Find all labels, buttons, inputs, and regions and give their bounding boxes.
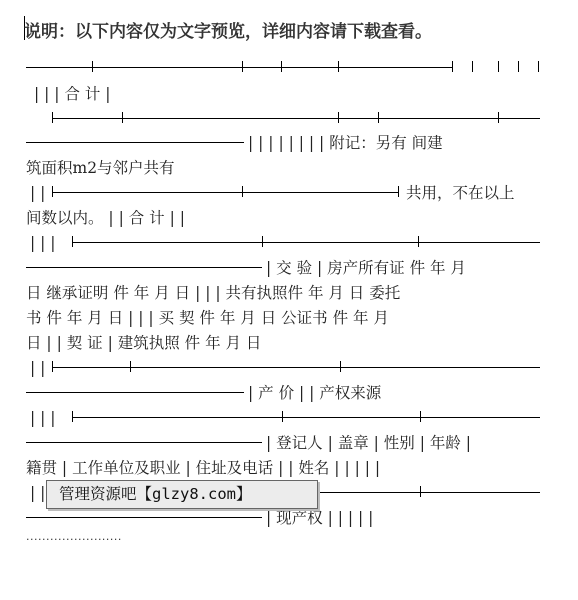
rule-line bbox=[26, 392, 244, 393]
table-text-line: | 交 验 | 房产所有证 件 年 月 bbox=[266, 259, 466, 277]
table-text-line: 间数以内。 | | 合 计 | | bbox=[26, 209, 185, 227]
rule-tick bbox=[340, 361, 341, 372]
rule-tick bbox=[338, 61, 339, 72]
table-text-line: | | | 合 计 | bbox=[34, 85, 111, 103]
rule-tick bbox=[420, 411, 421, 422]
rule-tick bbox=[498, 61, 499, 72]
rule-tick bbox=[262, 236, 263, 247]
rule-tick bbox=[130, 361, 131, 372]
table-text-line: | | | bbox=[30, 409, 56, 427]
table-text-line: | | bbox=[30, 359, 46, 377]
rule-line bbox=[320, 492, 540, 493]
table-text-line: 日 继承证明 件 年 月 日 | | | 共有执照件 年 月 日 委托 bbox=[26, 284, 401, 302]
rule-tick bbox=[538, 61, 539, 72]
rule-tick bbox=[452, 61, 453, 72]
rule-line bbox=[72, 417, 540, 418]
rule-tick bbox=[418, 236, 419, 247]
table-text-line: | | | | | | | | 附记：另有 间建 bbox=[248, 134, 443, 152]
rule-tick bbox=[420, 486, 421, 497]
rule-tick bbox=[398, 186, 399, 197]
table-text-line: | | bbox=[30, 184, 46, 202]
rule-line bbox=[52, 367, 540, 368]
rule-tick bbox=[282, 411, 283, 422]
rule-tick bbox=[52, 361, 53, 372]
rule-tick bbox=[242, 61, 243, 72]
table-text-line: | 产 价 | | 产权来源 bbox=[248, 384, 382, 402]
rule-line bbox=[52, 118, 540, 119]
rule-tick bbox=[242, 186, 243, 197]
rule-line bbox=[72, 242, 540, 243]
rule-tick bbox=[472, 61, 473, 72]
rule-tick bbox=[518, 61, 519, 72]
table-text-line: | 现产权 | | | | | bbox=[266, 509, 374, 527]
rule-tick bbox=[52, 112, 53, 123]
rule-line bbox=[26, 67, 452, 68]
table-text-line: 籍贯 | 工作单位及职业 | 住址及电话 | | 姓名 | | | | | bbox=[26, 459, 381, 477]
rule-tick bbox=[72, 411, 73, 422]
rule-tick bbox=[92, 61, 93, 72]
rule-tick bbox=[122, 112, 123, 123]
preview-notice: 说明：以下内容仅为文字预览，详细内容请下载查看。 bbox=[24, 22, 432, 42]
rule-line bbox=[26, 142, 244, 143]
table-text-line: | | bbox=[30, 484, 46, 502]
table-text-line: | | | bbox=[30, 234, 56, 252]
table-text-line: | 登记人 | 盖章 | 性别 | 年龄 | bbox=[266, 434, 472, 452]
table-text-line: 筑面积m2与邻户共有 bbox=[26, 159, 175, 177]
table-text-line: 共用，不在以上 bbox=[406, 184, 515, 202]
rule-tick bbox=[338, 112, 339, 123]
rule-line bbox=[26, 517, 262, 518]
rule-tick bbox=[498, 112, 499, 123]
rule-line bbox=[26, 267, 262, 268]
rule-tick bbox=[72, 236, 73, 247]
rule-tick bbox=[378, 112, 379, 123]
continuation-dots: ························ bbox=[26, 533, 122, 546]
table-text-line: 书 件 年 月 日 | | | 买 契 件 年 月 日 公证书 件 年 月 bbox=[26, 309, 389, 327]
watermark-banner[interactable]: 管理资源吧【glzy8.com】 bbox=[46, 480, 318, 509]
rule-tick bbox=[52, 186, 53, 197]
rule-line bbox=[26, 442, 262, 443]
rule-tick bbox=[281, 61, 282, 72]
rule-line bbox=[52, 192, 398, 193]
table-text-line: 日 | | 契 证 | 建筑执照 件 年 月 日 bbox=[26, 334, 262, 352]
